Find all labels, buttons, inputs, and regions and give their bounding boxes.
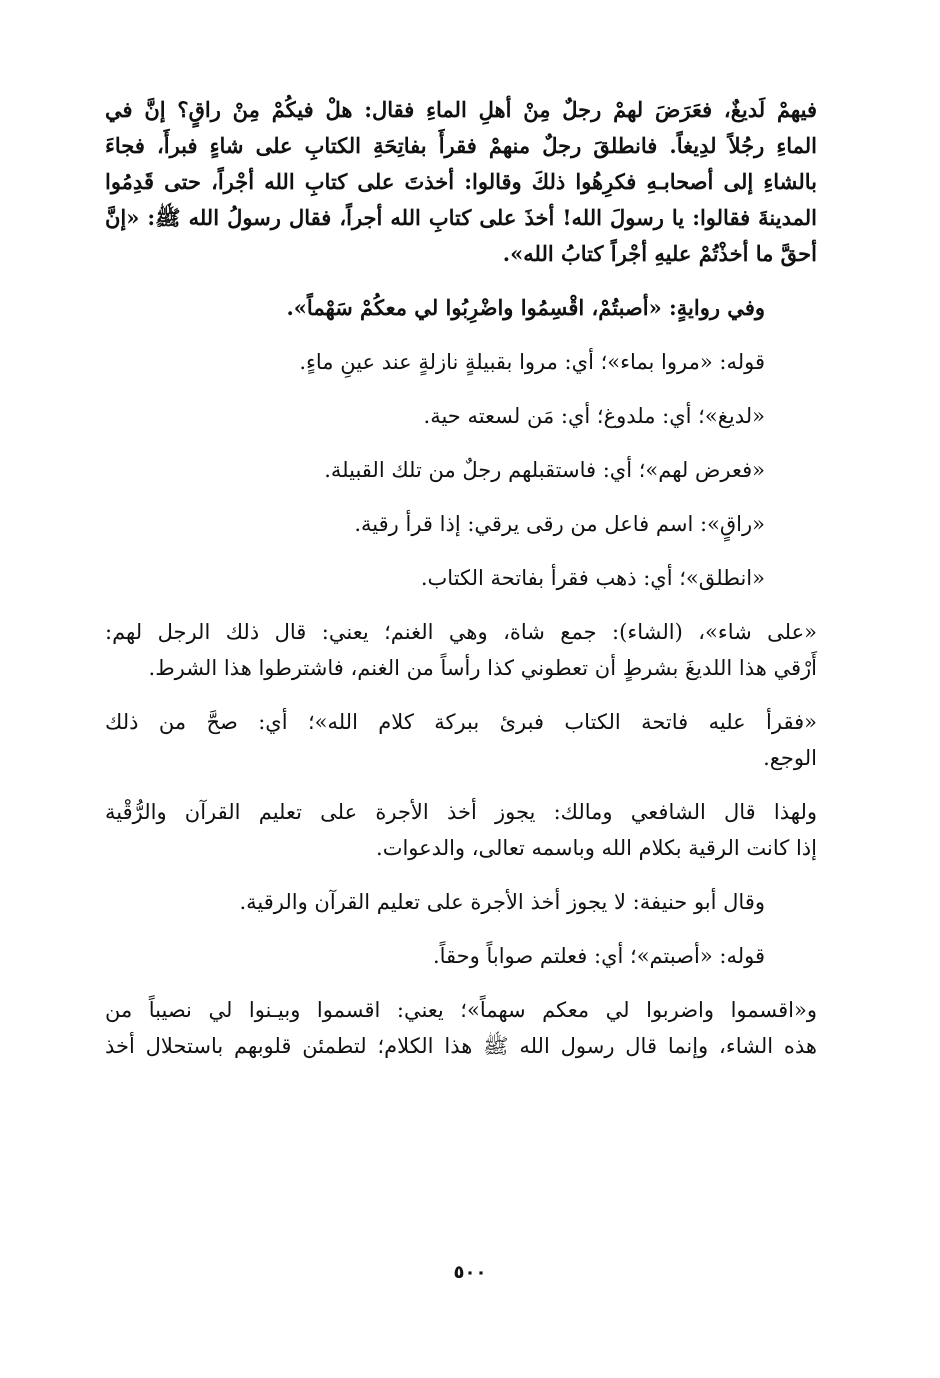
text-line: الوجع. [763, 746, 817, 770]
riwaya-line: وفي روايةٍ: «أصبتُمْ، اقْسِمُوا واضْرِبُوا لي معكُمْ سَهْماً». [286, 295, 765, 320]
commentary-line: قوله: «مروا بماء»؛ أي: مروا بقبيلةٍ نازلةٍ عند عينِ ماءٍ. [299, 350, 765, 374]
text-line: إذا كانت الرقية بكلام الله وباسمه تعالى، والدعوات. [376, 836, 817, 860]
text-line: ولهذا قال الشافعي ومالك: يجوز أخذ الأجرة على تعليم القرآن والرُّقْية [105, 800, 817, 824]
text-line: و«اقسموا واضربوا لي معكم سهماً»؛ يعني: اقسموا وبيـنوا لي نصيباً من [105, 998, 817, 1022]
commentary-paragraph [105, 614, 817, 686]
text-line: «فقرأ عليه فاتحة الكتاب فبرئ ببركة كلام الله»؛ أي: صحَّ من ذلك [105, 710, 817, 734]
page-body [105, 92, 817, 1064]
text-line: فيهمْ لَديغٌ، فعَرَضَ لهمْ رجلٌ مِنْ أهلِ الماءِ فقال: هلْ فيكُمْ مِنْ راقٍ؟ إنَّ في [105, 97, 817, 122]
commentary-line: «راقٍ»: اسم فاعل من رقى يرقي: إذا قرأ رقية. [354, 512, 765, 536]
commentary-paragraph [105, 704, 817, 776]
text-line: الماءِ رجُلاً لدِيغاً. فانطلقَ رجلٌ منهمْ فقرأَ بفاتِحَةِ الكتابِ على شاءٍ فبرأَ، فجاءَ [105, 133, 817, 158]
commentary-line: وقال أبو حنيفة: لا يجوز أخذ الأجرة على تعليم القرآن والرقية. [239, 890, 765, 914]
text-line: أَرْقي هذا اللديغَ بشرطٍ أن تعطوني كذا رأساً من الغنم، فاشترطوا هذا الشرط. [148, 656, 817, 680]
commentary-line: قوله: «أصبتم»؛ أي: فعلتم صواباً وحقاً. [432, 944, 765, 968]
commentary-paragraph [105, 992, 817, 1064]
page-number: ٥٠٠ [453, 1262, 487, 1283]
text-line: هذه الشاء، وإنما قال رسول الله ﷺ هذا الكلام؛ لتطمئن قلوبهم باستحلال أخذ [105, 1034, 817, 1058]
text-line: «على شاء»، (الشاء): جمع شاة، وهي الغنم؛ يعني: قال ذلك الرجل لهم: [105, 620, 817, 644]
commentary-line: «لديغ»؛ أي: ملدوغ؛ أي: مَن لسعته حية. [423, 404, 765, 428]
text-line: بالشاءِ إلى أصحابـهِ فكرِهُوا ذلكَ وقالوا: أخذتَ على كتابِ الله أجْراً، حتى قَدِمُوا [105, 169, 817, 194]
commentary-line: «انطلق»؛ أي: ذهب فقرأ بفاتحة الكتاب. [420, 566, 765, 590]
text-line: أحقَّ ما أخذْتُمْ عليهِ أجْراً كتابُ الله». [502, 241, 817, 266]
hadith-paragraph [105, 92, 817, 272]
commentary-line: «فعرض لهم»؛ أي: فاستقبلهم رجلٌ من تلك القبيلة. [324, 458, 765, 482]
commentary-paragraph [105, 794, 817, 866]
text-line: المدينةَ فقالوا: يا رسولَ الله! أخذَ على كتابِ الله أجراً، فقال رسولُ الله ﷺ: «إنَّ [105, 205, 817, 230]
